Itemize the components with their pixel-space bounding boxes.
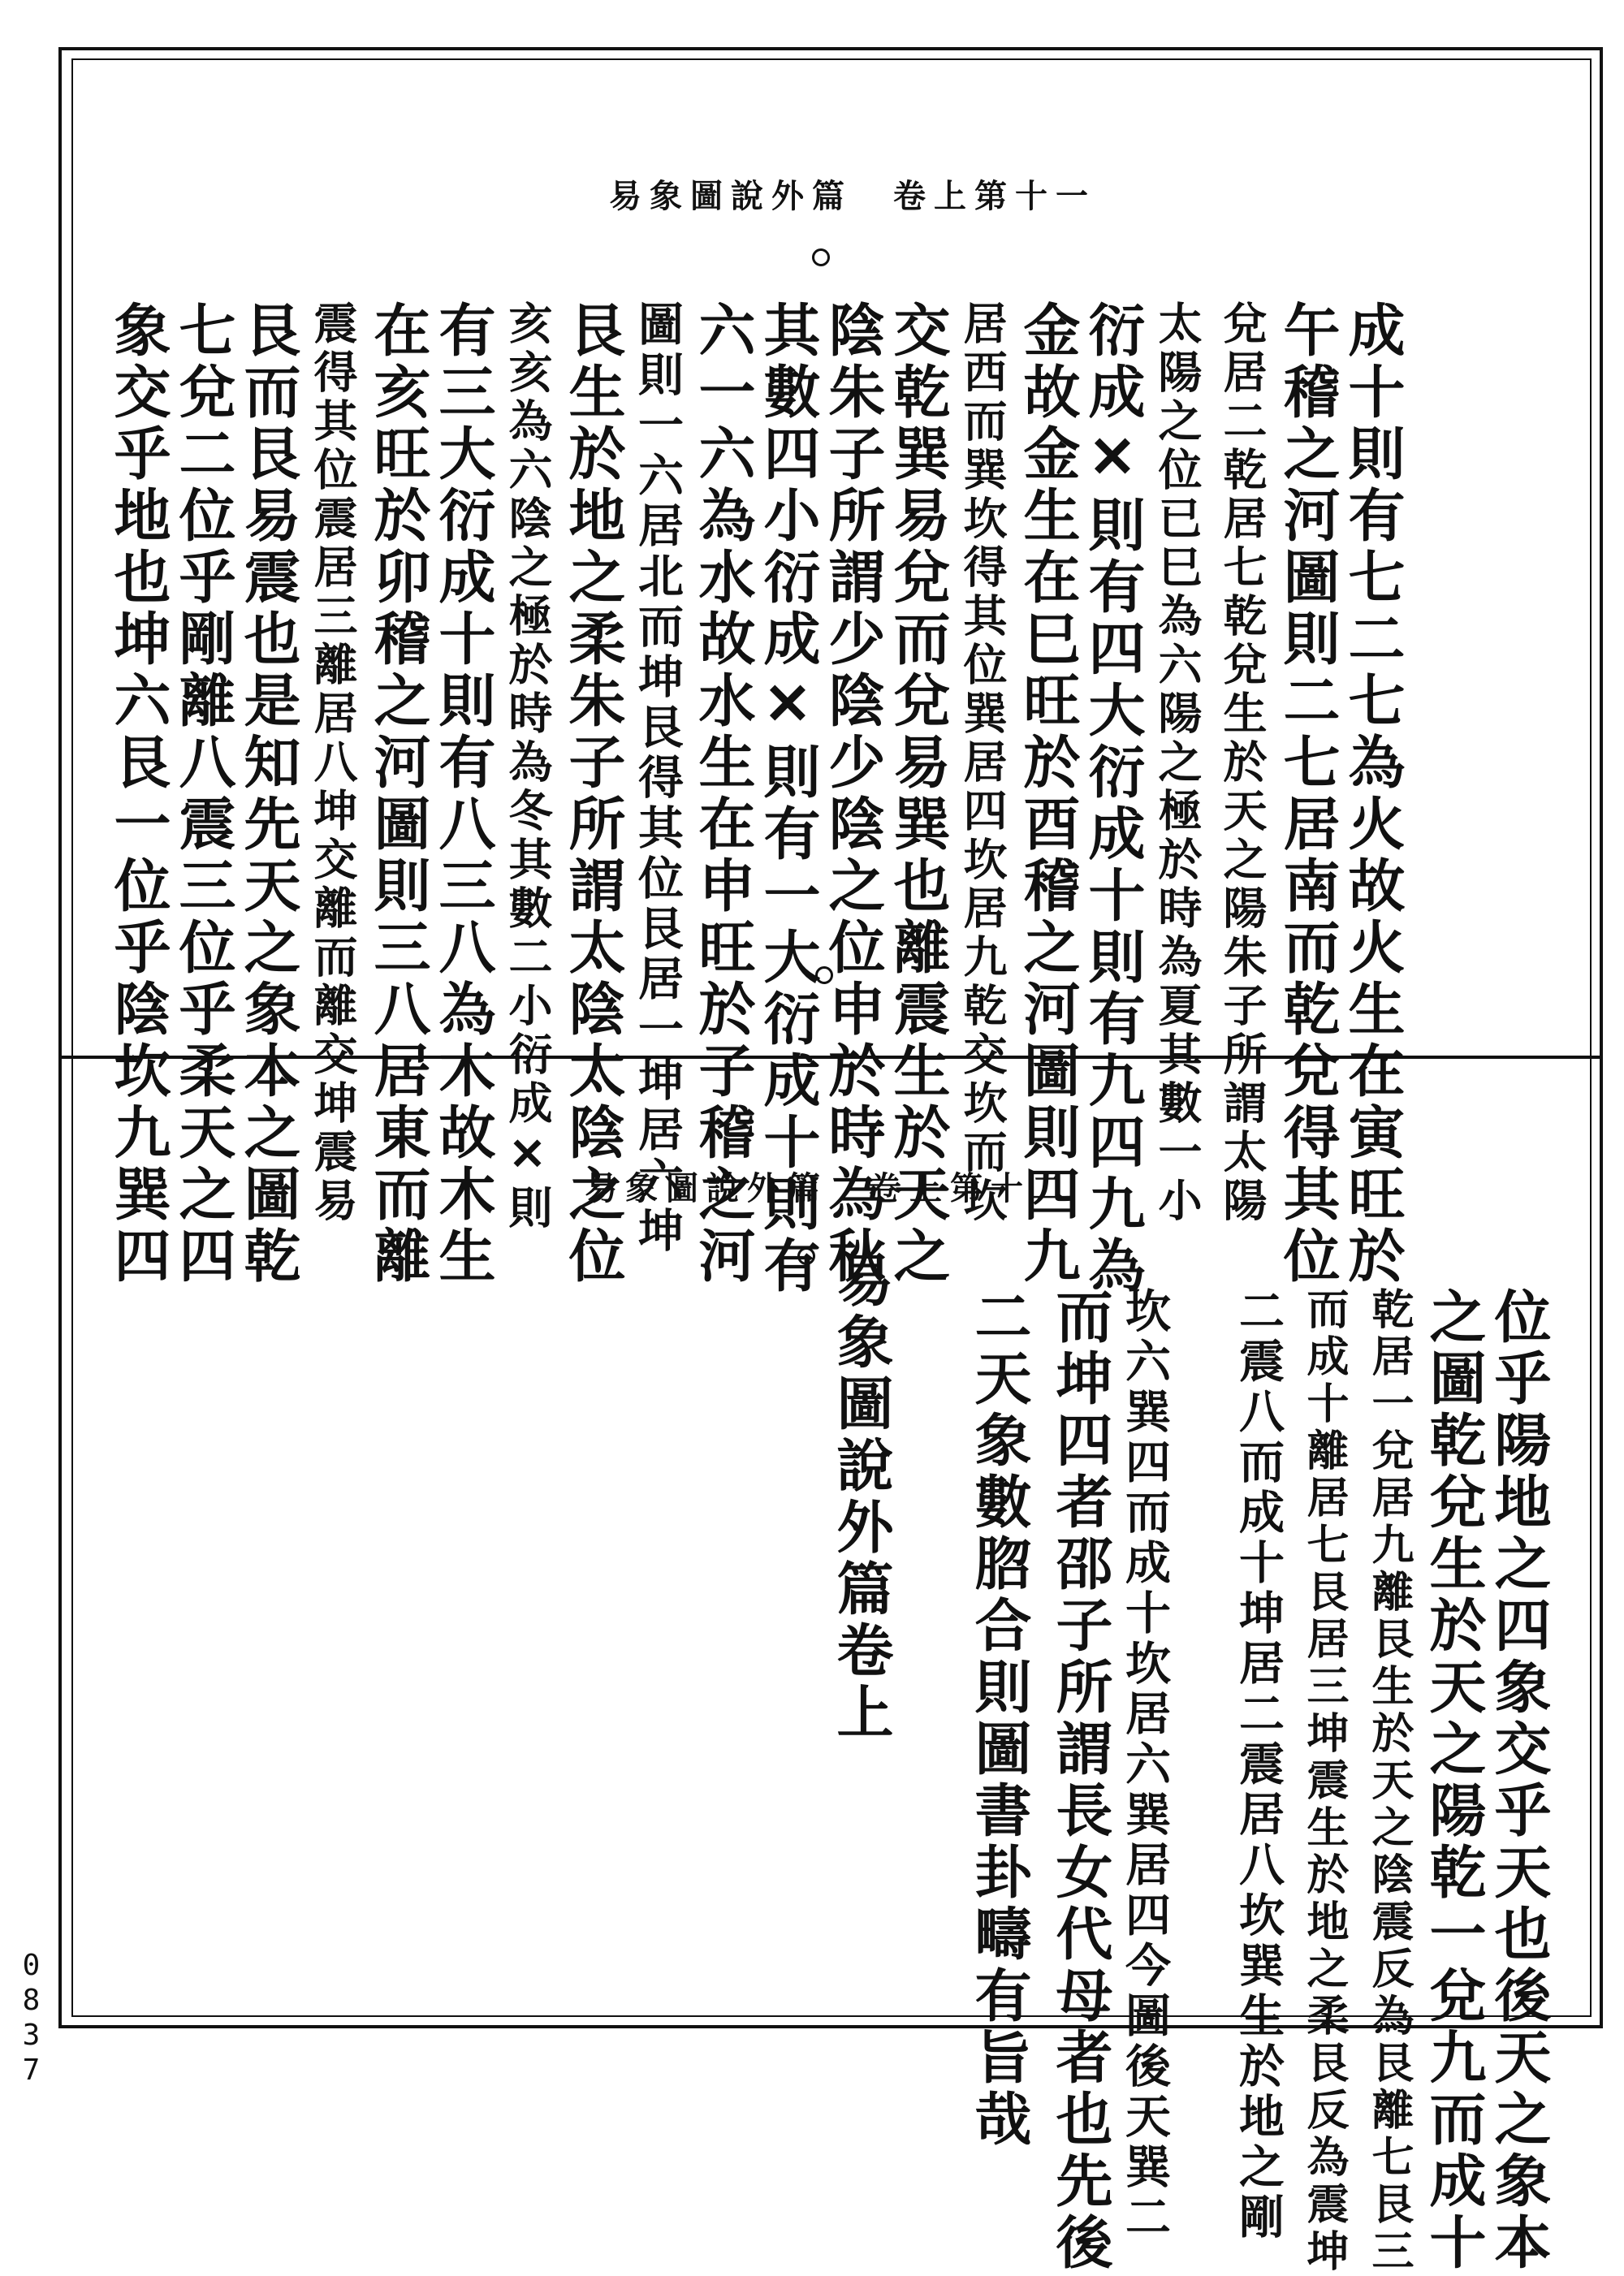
text-column: 而坤四者邵子所謂長女代母者也先後: [1047, 1287, 1114, 2274]
text-column: 衍成✕則有四大衍成十則有九四九為: [1079, 300, 1147, 1298]
text-column: 有三大衍成十則有八三八為木故木生: [430, 300, 497, 1288]
text-column: 兌居二乾居七乾兌生於天之陽朱子所謂太陽: [1216, 300, 1268, 1226]
text-column: 圖則一六居北而坤艮得其位艮居一坤居六坤: [631, 300, 685, 1257]
circle-mark-icon: [812, 248, 830, 266]
text-column: 象交乎地也坤六艮一位乎陰坎九巽四: [105, 300, 172, 1288]
circle-mark-icon: [797, 1247, 815, 1265]
text-column: 而成十離居七艮居三坤震生於地之柔艮反為震坤: [1299, 1287, 1349, 2276]
text-column: 六一六為水故水生在申旺於子稽之河: [689, 300, 757, 1288]
text-column: 成十則有七二七為火故火生在寅旺於: [1339, 300, 1406, 1288]
text-column: 在亥旺於卯稽之河圖則三八居東而離: [365, 300, 432, 1288]
text-column: 乾居一兌居九離艮生於天之陰震反為艮離七艮三: [1364, 1287, 1414, 2276]
text-column: 七兌二位乎剛離八震三位乎柔天之四: [170, 300, 237, 1288]
text-column: 艮生於地之柔朱子所謂太陰太陰之位: [559, 300, 627, 1288]
text-column: 居西而巽坎得其位巽居四坎居九乾交坎而坎: [957, 300, 1009, 1226]
page-number: 0837: [15, 1949, 48, 2088]
text-column: 之圖乾兌生於天之陽乾一兌九而成十: [1420, 1287, 1488, 2274]
bottom-page-header: 易象圖說外篇 卷上第十二: [585, 1169, 1072, 1207]
text-column: 位乎陽地之四象交乎天也後天之象本: [1485, 1287, 1553, 2274]
text-column: 交乾巽易兌而兌易巽也離震生於天之: [884, 300, 952, 1288]
text-column: 太陽之位已巳為六陽之極於時為夏其數一小: [1151, 300, 1203, 1226]
text-column: 艮而艮易震也是知先天之象本之圖乾: [235, 300, 302, 1288]
text-column: 其數四小衍成✕則有一大衍成十則有: [754, 300, 822, 1298]
juan-end-title: 易象圖說外篇卷上: [827, 1250, 895, 1744]
text-column: 二天象數脗合則圖書卦疇有旨哉: [965, 1287, 1033, 2151]
top-page-header: 易象圖說外篇 卷上第十一: [609, 177, 1096, 215]
text-column: 陰朱子所謂少陰少陰之位申於時為秋: [819, 300, 887, 1288]
text-column: 坎六巽四而成十坎居六巽居四今圖後天巽二: [1118, 1287, 1172, 2244]
text-column: 二震八而成十坤居二震居八坎巽生於地之剛: [1232, 1287, 1285, 2244]
text-column: 亥亥為六陰之極於時為冬其數二小衍成✕則: [502, 300, 554, 1233]
text-column: 午稽之河圖則二七居南而乾兌得其位: [1274, 300, 1341, 1288]
text-column: 金故金生在巳旺於酉稽之河圖則四九: [1014, 300, 1082, 1288]
text-column: 震得其位震居三離居八坤交離而離交坤震易: [307, 300, 359, 1226]
